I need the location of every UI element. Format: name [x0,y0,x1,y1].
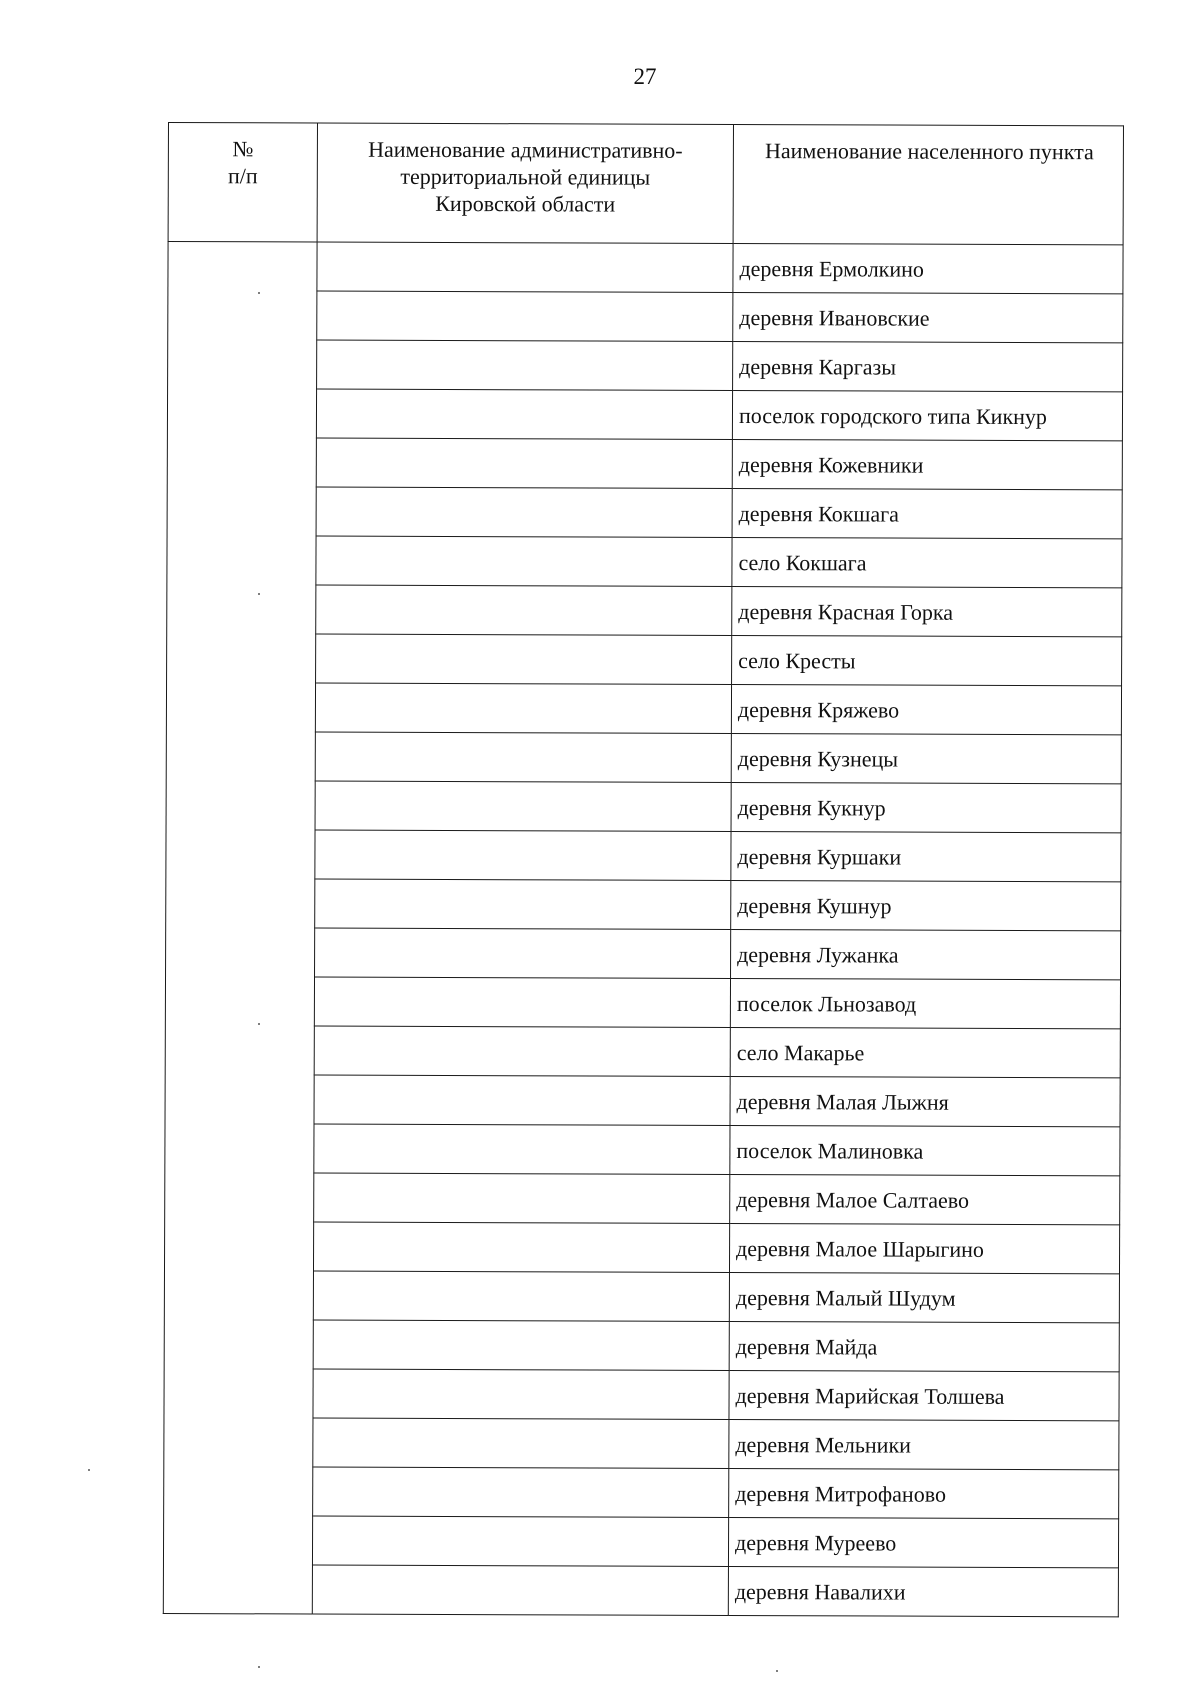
settlement-cell: деревня Кряжево [731,684,1121,734]
header-admin-unit: Наименование административно-территориальной единицы Кировской области [317,123,733,243]
admin-unit-cell [315,732,731,782]
admin-unit-cell [316,634,732,684]
settlement-cell: деревня Красная Горка [732,586,1122,636]
admin-unit-cell [317,242,733,292]
admin-unit-cell [313,1271,729,1321]
scan-speck [258,1023,260,1025]
table-body [163,242,1123,1617]
scan-speck [776,1670,778,1672]
scan-speck [88,1469,90,1471]
admin-unit-cell [314,1026,730,1076]
admin-unit-cell [312,1516,728,1566]
settlement-cell: деревня Митрофаново [729,1468,1119,1518]
settlement-cell: деревня Мельники [729,1419,1119,1469]
settlement-cell: деревня Кожевники [732,439,1122,489]
header-number: № п/п [168,123,317,243]
admin-unit-cell [314,1124,730,1174]
settlement-cell: деревня Лужанка [731,929,1121,979]
table-row [168,242,1123,294]
settlement-cell: деревня Кукнур [731,782,1121,832]
admin-unit-cell [315,928,731,978]
header-settlement: Наименование населенного пункта [733,124,1123,244]
page-number: 27 [633,64,657,89]
settlement-cell: деревня Куршаки [731,831,1121,881]
admin-unit-cell [316,389,732,439]
settlement-cell: деревня Малая Лыжня [730,1076,1120,1126]
settlement-cell: деревня Каргазы [733,341,1123,391]
admin-unit-cell [317,291,733,341]
settlement-cell: село Кокшага [732,537,1122,587]
admin-unit-cell [314,977,730,1027]
admin-unit-cell [316,438,732,488]
settlement-cell: деревня Малое Шарыгино [729,1223,1119,1273]
admin-unit-cell [313,1369,729,1419]
settlement-cell: поселок городского типа Кикнур [732,390,1122,440]
admin-unit-cell [313,1418,729,1468]
admin-unit-cell [313,1222,729,1272]
settlement-cell: деревня Кокшага [732,488,1122,538]
admin-unit-cell [315,830,731,880]
settlement-cell: деревня Кушнур [731,880,1121,930]
settlement-cell: деревня Марийская Толшева [729,1370,1119,1420]
scan-speck [258,593,260,595]
admin-unit-cell [313,1467,729,1517]
settlements-table [163,122,1124,1617]
settlement-cell: деревня Ивановские [733,292,1123,342]
admin-unit-cell [313,1320,729,1370]
settlement-cell: поселок Льнозавод [730,978,1120,1028]
settlement-cell: деревня Малый Шудум [729,1272,1119,1322]
admin-unit-cell [315,879,731,929]
admin-unit-cell [316,585,732,635]
settlement-cell: деревня Малое Салтаево [730,1174,1120,1224]
number-cell [163,242,317,1615]
settlement-cell: деревня Ермолкино [733,243,1123,293]
settlement-cell: деревня Кузнецы [731,733,1121,783]
admin-unit-cell [317,340,733,390]
admin-unit-cell [316,487,732,537]
settlement-cell: поселок Малиновка [730,1125,1120,1175]
table-header-row [168,123,1123,245]
settlement-cell: село Макарье [730,1027,1120,1077]
settlement-cell: деревня Майда [729,1321,1119,1371]
admin-unit-cell [312,1565,728,1615]
scan-speck [258,292,260,294]
settlement-cell: деревня Муреево [728,1517,1118,1567]
admin-unit-cell [315,781,731,831]
admin-unit-cell [314,1075,730,1125]
settlement-cell: село Кресты [732,635,1122,685]
admin-unit-cell [316,536,732,586]
admin-unit-cell [314,1173,730,1223]
scan-speck [258,1666,260,1668]
settlement-cell: деревня Навалихи [728,1566,1118,1616]
admin-unit-cell [315,683,731,733]
